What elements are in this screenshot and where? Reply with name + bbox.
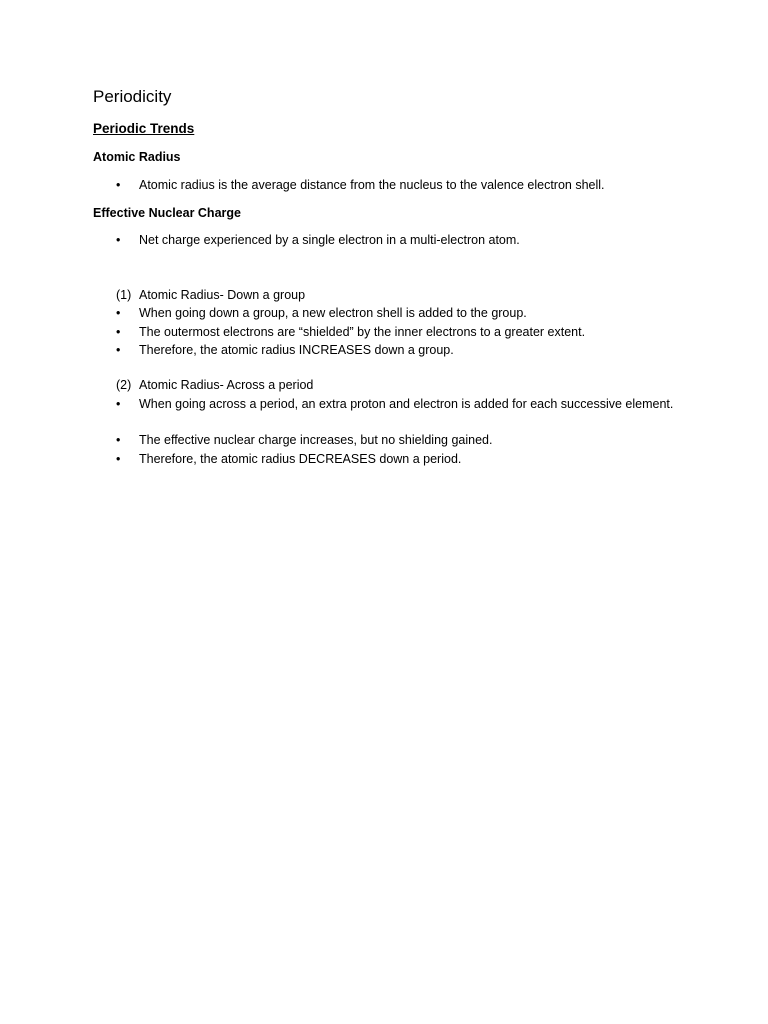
list-item-text: When going down a group, a new electron shell is added to the group. xyxy=(139,306,527,320)
bullet-icon: • xyxy=(116,178,121,192)
list-item-text: Net charge experienced by a single electron in a multi-electron atom. xyxy=(139,233,520,247)
heading-effective-nuclear-charge: Effective Nuclear Charge xyxy=(93,206,241,220)
heading-atomic-radius: Atomic Radius xyxy=(93,150,181,164)
list-item-text: Atomic radius is the average distance from the nucleus to the valence electron shell. xyxy=(139,178,605,192)
bullet-icon: • xyxy=(116,233,121,247)
bullet-icon: • xyxy=(116,325,121,339)
bullet-icon: • xyxy=(116,343,121,357)
bullet-icon: • xyxy=(116,306,121,320)
list-item-text: Therefore, the atomic radius DECREASES down a period. xyxy=(139,452,462,466)
list-item-text: The effective nuclear charge increases, but no shielding gained. xyxy=(139,433,493,447)
section-subtitle: Periodic Trends xyxy=(93,121,195,136)
numbered-heading-text: Atomic Radius- Down a group xyxy=(139,288,306,302)
list-number: (2) xyxy=(116,378,132,392)
numbered-heading-text: Atomic Radius- Across a period xyxy=(139,378,314,392)
bullet-icon: • xyxy=(116,433,121,447)
list-item-text: Therefore, the atomic radius INCREASES down a group. xyxy=(139,343,454,357)
list-item-text: The outermost electrons are “shielded” by the inner electrons to a greater extent. xyxy=(139,325,586,339)
list-item-text: When going across a period, an extra proton and electron is added for each successive element. xyxy=(139,397,674,411)
bullet-icon: • xyxy=(116,397,121,411)
list-number: (1) xyxy=(116,288,132,302)
page-title: Periodicity xyxy=(93,87,172,106)
bullet-icon: • xyxy=(116,452,121,466)
